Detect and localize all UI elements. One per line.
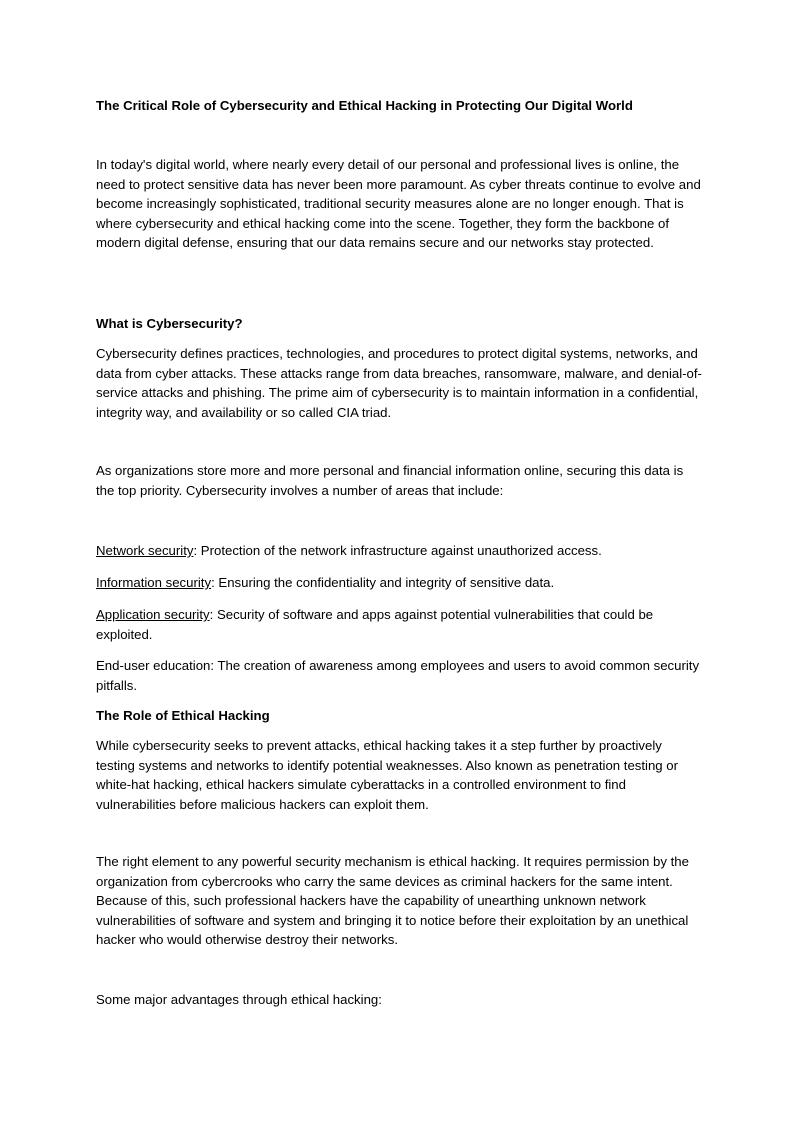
area-description: : Security of software and apps against potential vulnerabilities that could be exploited. [96, 607, 654, 642]
area-term: Application security [96, 607, 210, 622]
advantages-intro: Some major advantages through ethical hacking: [96, 992, 382, 1007]
area-term: Information security [96, 575, 212, 590]
right-element-paragraph: The right element to any powerful security mechanism is ethical hacking. It requires permission by the organization from cybercrooks who carry the same devices as criminal hackers for the same intent. Because of this, such professional hackers have the capability of unearthing unknown network vulnerabilities of software and system and bringing it to notice before their exploitation by an unethical hacker who would otherwise destroy their networks. [96, 854, 689, 948]
heading-role-of-ethical-hacking: The Role of Ethical Hacking [96, 708, 270, 723]
area-information-security [96, 573, 704, 593]
area-description: : Ensuring the confidentiality and integrity of sensitive data. [211, 575, 555, 590]
area-application-security [96, 605, 704, 644]
heading-what-is-cybersecurity: What is Cybersecurity? [96, 316, 243, 331]
area-network-security [96, 541, 704, 561]
organizations-paragraph: As organizations store more and more personal and financial information online, securing this data is the top priority. Cybersecurity involves a number of areas that include: [96, 463, 684, 498]
cybersecurity-definition-paragraph: Cybersecurity defines practices, technologies, and procedures to protect digital systems, networks, and data from cyber attacks. These attacks range from data breaches, ransomware, malware, and denial-of-service attacks and phishing. The prime aim of cybersecurity is to maintain information in a confidential, integrity way, and availability or so called CIA triad. [96, 346, 702, 420]
area-term: Network security [96, 543, 194, 558]
ethical-hacking-paragraph: While cybersecurity seeks to prevent attacks, ethical hacking takes it a step further by proactively testing systems and networks to identify potential weaknesses. Also known as penetration testing or white-hat hacking, ethical hackers simulate cyberattacks in a controlled environment to find vulnerabilities before malicious hackers can exploit them. [96, 738, 679, 812]
area-end-user-education: End-user education: The creation of awareness among employees and users to avoid common security pitfalls. [96, 658, 700, 693]
intro-paragraph: In today's digital world, where nearly every detail of our personal and professional lives is online, the need to protect sensitive data has never been more paramount. As cyber threats continue to evolve and become increasingly sophisticated, traditional security measures alone are no longer enough. That is where cybersecurity and ethical hacking come into the scene. Together, they form the backbone of modern digital defense, ensuring that our data remains secure and our networks stay protected. [96, 157, 701, 251]
area-description: : Protection of the network infrastructure against unauthorized access. [193, 543, 602, 558]
document-title: The Critical Role of Cybersecurity and Ethical Hacking in Protecting Our Digital World [96, 98, 633, 113]
